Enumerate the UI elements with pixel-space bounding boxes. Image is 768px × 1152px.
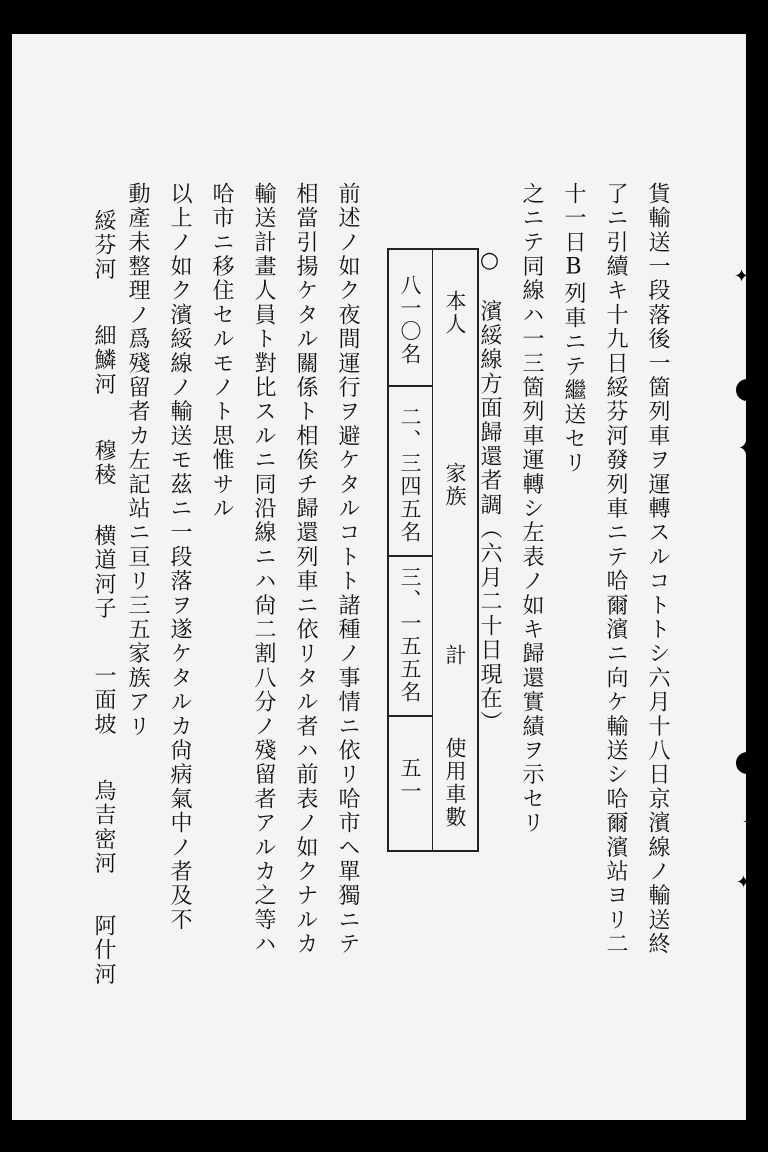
station-yimianpo: 一面坡 xyxy=(91,664,116,737)
body-column-1: 貨輸送一段落後一箇列車ヲ運轉スルコトトシ六月十八日京濱線ノ輸送終 xyxy=(645,182,670,957)
body-column-9: 以上ノ如ク濱綏線ノ輸送モ茲ニ一段落ヲ遂ケタルカ尙病氣中ノ者及不 xyxy=(167,182,192,933)
body-column-2: 了ニ引續キ十九日綏芬河發列車ニテ哈爾濱ニ向ケ輸送シ哈爾濱站ヨリ二 xyxy=(603,182,628,957)
station-suifenhe: 綏芬河 xyxy=(91,209,116,282)
value-kazoku: 二、三四五名 xyxy=(398,406,422,544)
station-muling: 穆稜 xyxy=(91,439,116,488)
station-wujimihe: 烏吉密河 xyxy=(91,779,116,876)
value-shiyosha: 五一 xyxy=(398,757,422,803)
table-rule xyxy=(389,715,433,717)
header-kazoku: 家族 xyxy=(443,462,467,508)
body-column-5: 前述ノ如ク夜間運行ヲ避ケタルコトト諸種ノ事情ニ依リ哈市ヘ單獨ニテ xyxy=(335,182,360,957)
body-column-3: 十一日B列車ニテ繼送セリ xyxy=(561,182,586,476)
table-rule xyxy=(389,555,433,557)
header-shiyosha: 使用車數 xyxy=(443,736,467,829)
punch-hole-icon xyxy=(736,379,758,401)
table-value-column xyxy=(389,250,433,850)
station-xilinhe: 細鱗河 xyxy=(91,324,116,397)
table-header-column xyxy=(433,250,477,850)
station-ashihe: 阿什河 xyxy=(91,914,116,987)
punch-hole-icon xyxy=(736,752,758,774)
body-column-4: 之ニテ同線ハ一三箇列車運轉シ左表ノ如キ歸還實績ヲ示セリ xyxy=(519,182,544,836)
document-page xyxy=(12,34,758,1120)
registration-mark-icon: ✦ xyxy=(734,266,750,287)
registration-mark-icon: ✦ xyxy=(738,438,754,459)
registration-mark-icon: ✦ xyxy=(742,812,758,833)
table-rule xyxy=(389,385,433,387)
header-honnin: 本人 xyxy=(443,289,467,336)
table-caption: ○ 濱綏線方面歸還者調（六月二十日現在） xyxy=(477,248,502,735)
returnee-table xyxy=(387,248,479,852)
header-kei: 計 xyxy=(443,643,467,667)
registration-mark-icon: ✦ xyxy=(736,872,752,893)
value-honnin: 八一〇名 xyxy=(398,274,422,366)
body-column-6: 相當引揚ケタル關係ト相俟チ歸還列車ニ依リタル者ハ前表ノ如クナルカ xyxy=(293,182,318,957)
value-kei: 三、一五五名 xyxy=(398,566,422,704)
body-column-8: 哈市ニ移住セルモノト思惟サル xyxy=(209,182,234,521)
body-column-7: 輸送計畫人員ト對比スルニ同沿線ニハ尙二割八分ノ殘留者アルカ之等ハ xyxy=(251,182,276,957)
body-column-10: 動產未整理ノ爲殘留者カ左記站ニ亘リ三五家族アリ xyxy=(125,182,150,739)
station-hengdaohezi: 横道河子 xyxy=(91,524,116,621)
